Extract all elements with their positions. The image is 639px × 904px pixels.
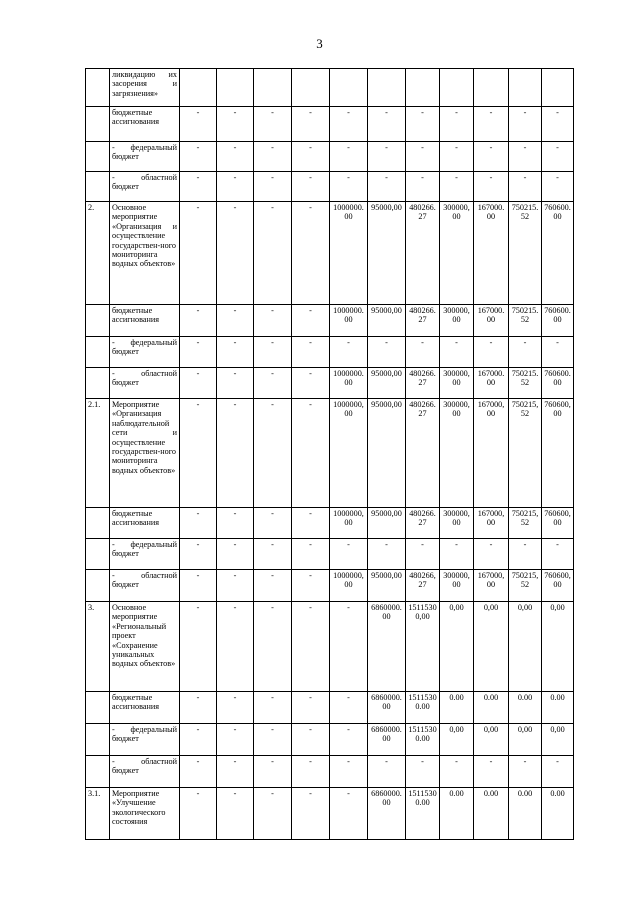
value-cell: 167000,00	[474, 508, 509, 539]
value-cell: -	[217, 172, 254, 202]
value-cell: -	[509, 539, 542, 570]
table-row	[86, 788, 574, 840]
value-cell	[509, 69, 542, 107]
value-cell: 0,00	[474, 724, 509, 756]
value-cell	[474, 69, 509, 107]
value-cell: 760600.00	[542, 202, 574, 305]
value-cell: 0.00	[509, 692, 542, 724]
table-row	[86, 368, 574, 399]
value-cell: -	[292, 724, 330, 756]
value-cell: -	[509, 337, 542, 368]
value-cell: -	[292, 692, 330, 724]
value-cell: -	[217, 368, 254, 399]
value-cell	[440, 69, 474, 107]
value-cell: -	[292, 788, 330, 840]
value-cell: -	[254, 692, 292, 724]
value-cell: 167000.00	[474, 368, 509, 399]
value-cell: -	[180, 570, 217, 602]
row-number	[86, 107, 110, 142]
value-cell: -	[509, 172, 542, 202]
value-cell: -	[217, 107, 254, 142]
row-number	[86, 337, 110, 368]
table-row	[86, 756, 574, 788]
row-description: Основное мероприятие «Организация и осуществление государствен-ного мониторинга водных объектов»	[110, 202, 180, 305]
table-row	[86, 337, 574, 368]
value-cell: 167000,00	[474, 570, 509, 602]
row-number: 2.	[86, 202, 110, 305]
value-cell: -	[180, 172, 217, 202]
value-cell: 480266.27	[406, 305, 440, 337]
row-number	[86, 508, 110, 539]
value-cell: -	[406, 539, 440, 570]
row-description: бюджетные ассигнования	[110, 692, 180, 724]
row-number	[86, 69, 110, 107]
value-cell: -	[217, 602, 254, 692]
value-cell: -	[440, 107, 474, 142]
value-cell: -	[474, 539, 509, 570]
row-number	[86, 305, 110, 337]
value-cell: 760600,00	[542, 508, 574, 539]
value-cell: -	[180, 142, 217, 172]
value-cell: -	[292, 305, 330, 337]
value-cell: 6860000.00	[368, 788, 406, 840]
value-cell: -	[330, 539, 368, 570]
value-cell: 480266,27	[406, 570, 440, 602]
value-cell: 0,00	[509, 602, 542, 692]
page-number: 3	[316, 36, 323, 51]
value-cell: -	[368, 142, 406, 172]
value-cell: -	[254, 337, 292, 368]
value-cell: -	[440, 172, 474, 202]
value-cell: 300000,00	[440, 368, 474, 399]
value-cell: -	[474, 142, 509, 172]
value-cell: 95000,00	[368, 368, 406, 399]
value-cell: 15115300.00	[406, 692, 440, 724]
table-row	[86, 142, 574, 172]
value-cell: -	[406, 756, 440, 788]
value-cell: -	[474, 172, 509, 202]
value-cell: 300000,00	[440, 202, 474, 305]
value-cell: -	[180, 305, 217, 337]
row-description: - областной бюджет	[110, 172, 180, 202]
value-cell: -	[542, 337, 574, 368]
value-cell: -	[254, 107, 292, 142]
table-row	[86, 602, 574, 692]
value-cell: -	[180, 692, 217, 724]
value-cell	[406, 69, 440, 107]
table-row	[86, 692, 574, 724]
table-row	[86, 107, 574, 142]
value-cell	[217, 69, 254, 107]
value-cell: -	[254, 788, 292, 840]
value-cell: 300000,00	[440, 399, 474, 508]
value-cell: -	[292, 756, 330, 788]
row-description: - федеральный бюджет	[110, 724, 180, 756]
value-cell: 167000,00	[474, 399, 509, 508]
value-cell: 750215.52	[509, 305, 542, 337]
value-cell: -	[180, 724, 217, 756]
value-cell: -	[217, 337, 254, 368]
value-cell: 95000,00	[368, 570, 406, 602]
value-cell: -	[217, 399, 254, 508]
value-cell: 480266.27	[406, 368, 440, 399]
value-cell: -	[509, 756, 542, 788]
table-row	[86, 172, 574, 202]
value-cell: -	[180, 508, 217, 539]
value-cell: 760600.00	[542, 368, 574, 399]
value-cell: 0,00	[440, 724, 474, 756]
value-cell: -	[217, 692, 254, 724]
row-description: ликвидацию их засорения и загрязнения»	[110, 69, 180, 107]
row-number	[86, 756, 110, 788]
table-row	[86, 539, 574, 570]
value-cell: -	[180, 602, 217, 692]
value-cell: 0,00	[542, 602, 574, 692]
value-cell: -	[217, 724, 254, 756]
value-cell: 0.00	[542, 692, 574, 724]
row-number	[86, 570, 110, 602]
value-cell: -	[254, 305, 292, 337]
value-cell: -	[368, 172, 406, 202]
value-cell: -	[330, 142, 368, 172]
value-cell: -	[509, 142, 542, 172]
value-cell: -	[292, 539, 330, 570]
value-cell: -	[254, 368, 292, 399]
row-description: бюджетные ассигнования	[110, 305, 180, 337]
value-cell: 300000,00	[440, 570, 474, 602]
value-cell	[180, 69, 217, 107]
value-cell	[330, 69, 368, 107]
value-cell: -	[217, 539, 254, 570]
row-number: 3.	[86, 602, 110, 692]
row-description: Мероприятие «Улучшение экологического состояния	[110, 788, 180, 840]
value-cell: -	[292, 508, 330, 539]
value-cell: 0.00	[509, 788, 542, 840]
row-number	[86, 692, 110, 724]
value-cell: -	[330, 756, 368, 788]
value-cell: -	[292, 602, 330, 692]
value-cell: -	[406, 107, 440, 142]
value-cell: 167000.00	[474, 202, 509, 305]
value-cell: -	[292, 172, 330, 202]
value-cell: -	[509, 107, 542, 142]
budget-table	[85, 68, 574, 840]
row-description: Основное мероприятие «Региональный проект «Сохранение уникальных водных объектов»	[110, 602, 180, 692]
value-cell	[254, 69, 292, 107]
value-cell: -	[254, 570, 292, 602]
value-cell: -	[180, 368, 217, 399]
value-cell: 0.00	[440, 692, 474, 724]
value-cell: 95000,00	[368, 508, 406, 539]
row-description: бюджетные ассигнования	[110, 107, 180, 142]
value-cell: -	[254, 602, 292, 692]
value-cell: -	[474, 756, 509, 788]
table-row	[86, 69, 574, 107]
table-row	[86, 508, 574, 539]
value-cell: 1000000.00	[330, 305, 368, 337]
value-cell: -	[292, 368, 330, 399]
value-cell: 480266.27	[406, 202, 440, 305]
value-cell: -	[330, 788, 368, 840]
value-cell: 1000000.00	[330, 368, 368, 399]
value-cell: -	[254, 724, 292, 756]
value-cell: 167000.00	[474, 305, 509, 337]
table-row	[86, 570, 574, 602]
value-cell: -	[542, 107, 574, 142]
value-cell: -	[254, 756, 292, 788]
row-description: - федеральный бюджет	[110, 539, 180, 570]
value-cell: -	[254, 508, 292, 539]
value-cell: 480266.27	[406, 508, 440, 539]
value-cell: -	[368, 337, 406, 368]
value-cell	[368, 69, 406, 107]
row-number	[86, 539, 110, 570]
value-cell: -	[440, 337, 474, 368]
value-cell: -	[180, 202, 217, 305]
value-cell: 0.00	[542, 788, 574, 840]
value-cell: 750215.52	[509, 368, 542, 399]
table-row	[86, 724, 574, 756]
value-cell: -	[254, 172, 292, 202]
value-cell: 1000000.00	[330, 202, 368, 305]
value-cell: 6860000.00	[368, 692, 406, 724]
row-number	[86, 724, 110, 756]
value-cell: 750215,52	[509, 570, 542, 602]
value-cell: 300000,00	[440, 508, 474, 539]
value-cell: -	[292, 570, 330, 602]
value-cell: -	[180, 337, 217, 368]
value-cell: -	[368, 539, 406, 570]
value-cell: 0,00	[474, 602, 509, 692]
value-cell: -	[474, 337, 509, 368]
value-cell: 95000,00	[368, 399, 406, 508]
row-description: - федеральный бюджет	[110, 142, 180, 172]
value-cell: 760600.00	[542, 305, 574, 337]
value-cell: 750215,52	[509, 508, 542, 539]
value-cell: -	[440, 142, 474, 172]
table-row	[86, 305, 574, 337]
value-cell: 0.00	[440, 788, 474, 840]
value-cell: 6860000.00	[368, 602, 406, 692]
value-cell: -	[180, 788, 217, 840]
value-cell: 0,00	[509, 724, 542, 756]
row-description: - областной бюджет	[110, 368, 180, 399]
value-cell: 0,00	[542, 724, 574, 756]
value-cell: 1000000,00	[330, 570, 368, 602]
row-description: - областной бюджет	[110, 570, 180, 602]
value-cell: 760600,00	[542, 570, 574, 602]
row-number: 2.1.	[86, 399, 110, 508]
value-cell: -	[217, 788, 254, 840]
table-row	[86, 399, 574, 508]
value-cell: -	[330, 337, 368, 368]
value-cell: 0.00	[474, 788, 509, 840]
value-cell: -	[368, 756, 406, 788]
value-cell: -	[180, 399, 217, 508]
row-number	[86, 142, 110, 172]
row-description: - областной бюджет	[110, 756, 180, 788]
value-cell: -	[254, 399, 292, 508]
value-cell: 6860000.00	[368, 724, 406, 756]
value-cell: -	[292, 337, 330, 368]
value-cell: -	[217, 202, 254, 305]
value-cell: -	[217, 570, 254, 602]
value-cell: -	[406, 337, 440, 368]
value-cell: 750215,52	[509, 399, 542, 508]
value-cell: -	[474, 107, 509, 142]
value-cell: 1000000,00	[330, 399, 368, 508]
value-cell: 15115300.00	[406, 788, 440, 840]
value-cell: -	[542, 756, 574, 788]
value-cell: 0.00	[474, 692, 509, 724]
value-cell: 15115300,00	[406, 602, 440, 692]
value-cell: -	[406, 172, 440, 202]
row-description: - федеральный бюджет	[110, 337, 180, 368]
value-cell: -	[217, 756, 254, 788]
value-cell: -	[217, 508, 254, 539]
value-cell: -	[330, 107, 368, 142]
value-cell: -	[542, 539, 574, 570]
value-cell: -	[217, 305, 254, 337]
value-cell: -	[254, 202, 292, 305]
value-cell: 1000000,00	[330, 508, 368, 539]
value-cell: -	[368, 107, 406, 142]
value-cell: 0,00	[440, 602, 474, 692]
value-cell: -	[330, 724, 368, 756]
value-cell: -	[330, 692, 368, 724]
row-number	[86, 172, 110, 202]
value-cell: -	[292, 142, 330, 172]
value-cell: -	[292, 202, 330, 305]
value-cell: -	[254, 539, 292, 570]
value-cell: -	[180, 756, 217, 788]
value-cell: -	[406, 142, 440, 172]
value-cell: -	[440, 539, 474, 570]
value-cell: -	[542, 142, 574, 172]
value-cell: 95000,00	[368, 305, 406, 337]
value-cell: 760600,00	[542, 399, 574, 508]
value-cell: 750215.52	[509, 202, 542, 305]
value-cell: -	[217, 142, 254, 172]
value-cell: 15115300.00	[406, 724, 440, 756]
value-cell: -	[542, 172, 574, 202]
row-description: Мероприятие «Организация наблюдательной сети и осуществление государствен-ного мониторинга водных объектов»	[110, 399, 180, 508]
value-cell: -	[180, 107, 217, 142]
value-cell: -	[330, 602, 368, 692]
value-cell: -	[440, 756, 474, 788]
row-number	[86, 368, 110, 399]
row-number: 3.1.	[86, 788, 110, 840]
table-row	[86, 202, 574, 305]
value-cell: 300000,00	[440, 305, 474, 337]
value-cell: -	[254, 142, 292, 172]
value-cell	[292, 69, 330, 107]
value-cell: 480266.27	[406, 399, 440, 508]
value-cell: -	[330, 172, 368, 202]
value-cell: -	[292, 107, 330, 142]
value-cell	[542, 69, 574, 107]
value-cell: -	[180, 539, 217, 570]
value-cell: 95000,00	[368, 202, 406, 305]
value-cell: -	[292, 399, 330, 508]
row-description: бюджетные ассигнования	[110, 508, 180, 539]
